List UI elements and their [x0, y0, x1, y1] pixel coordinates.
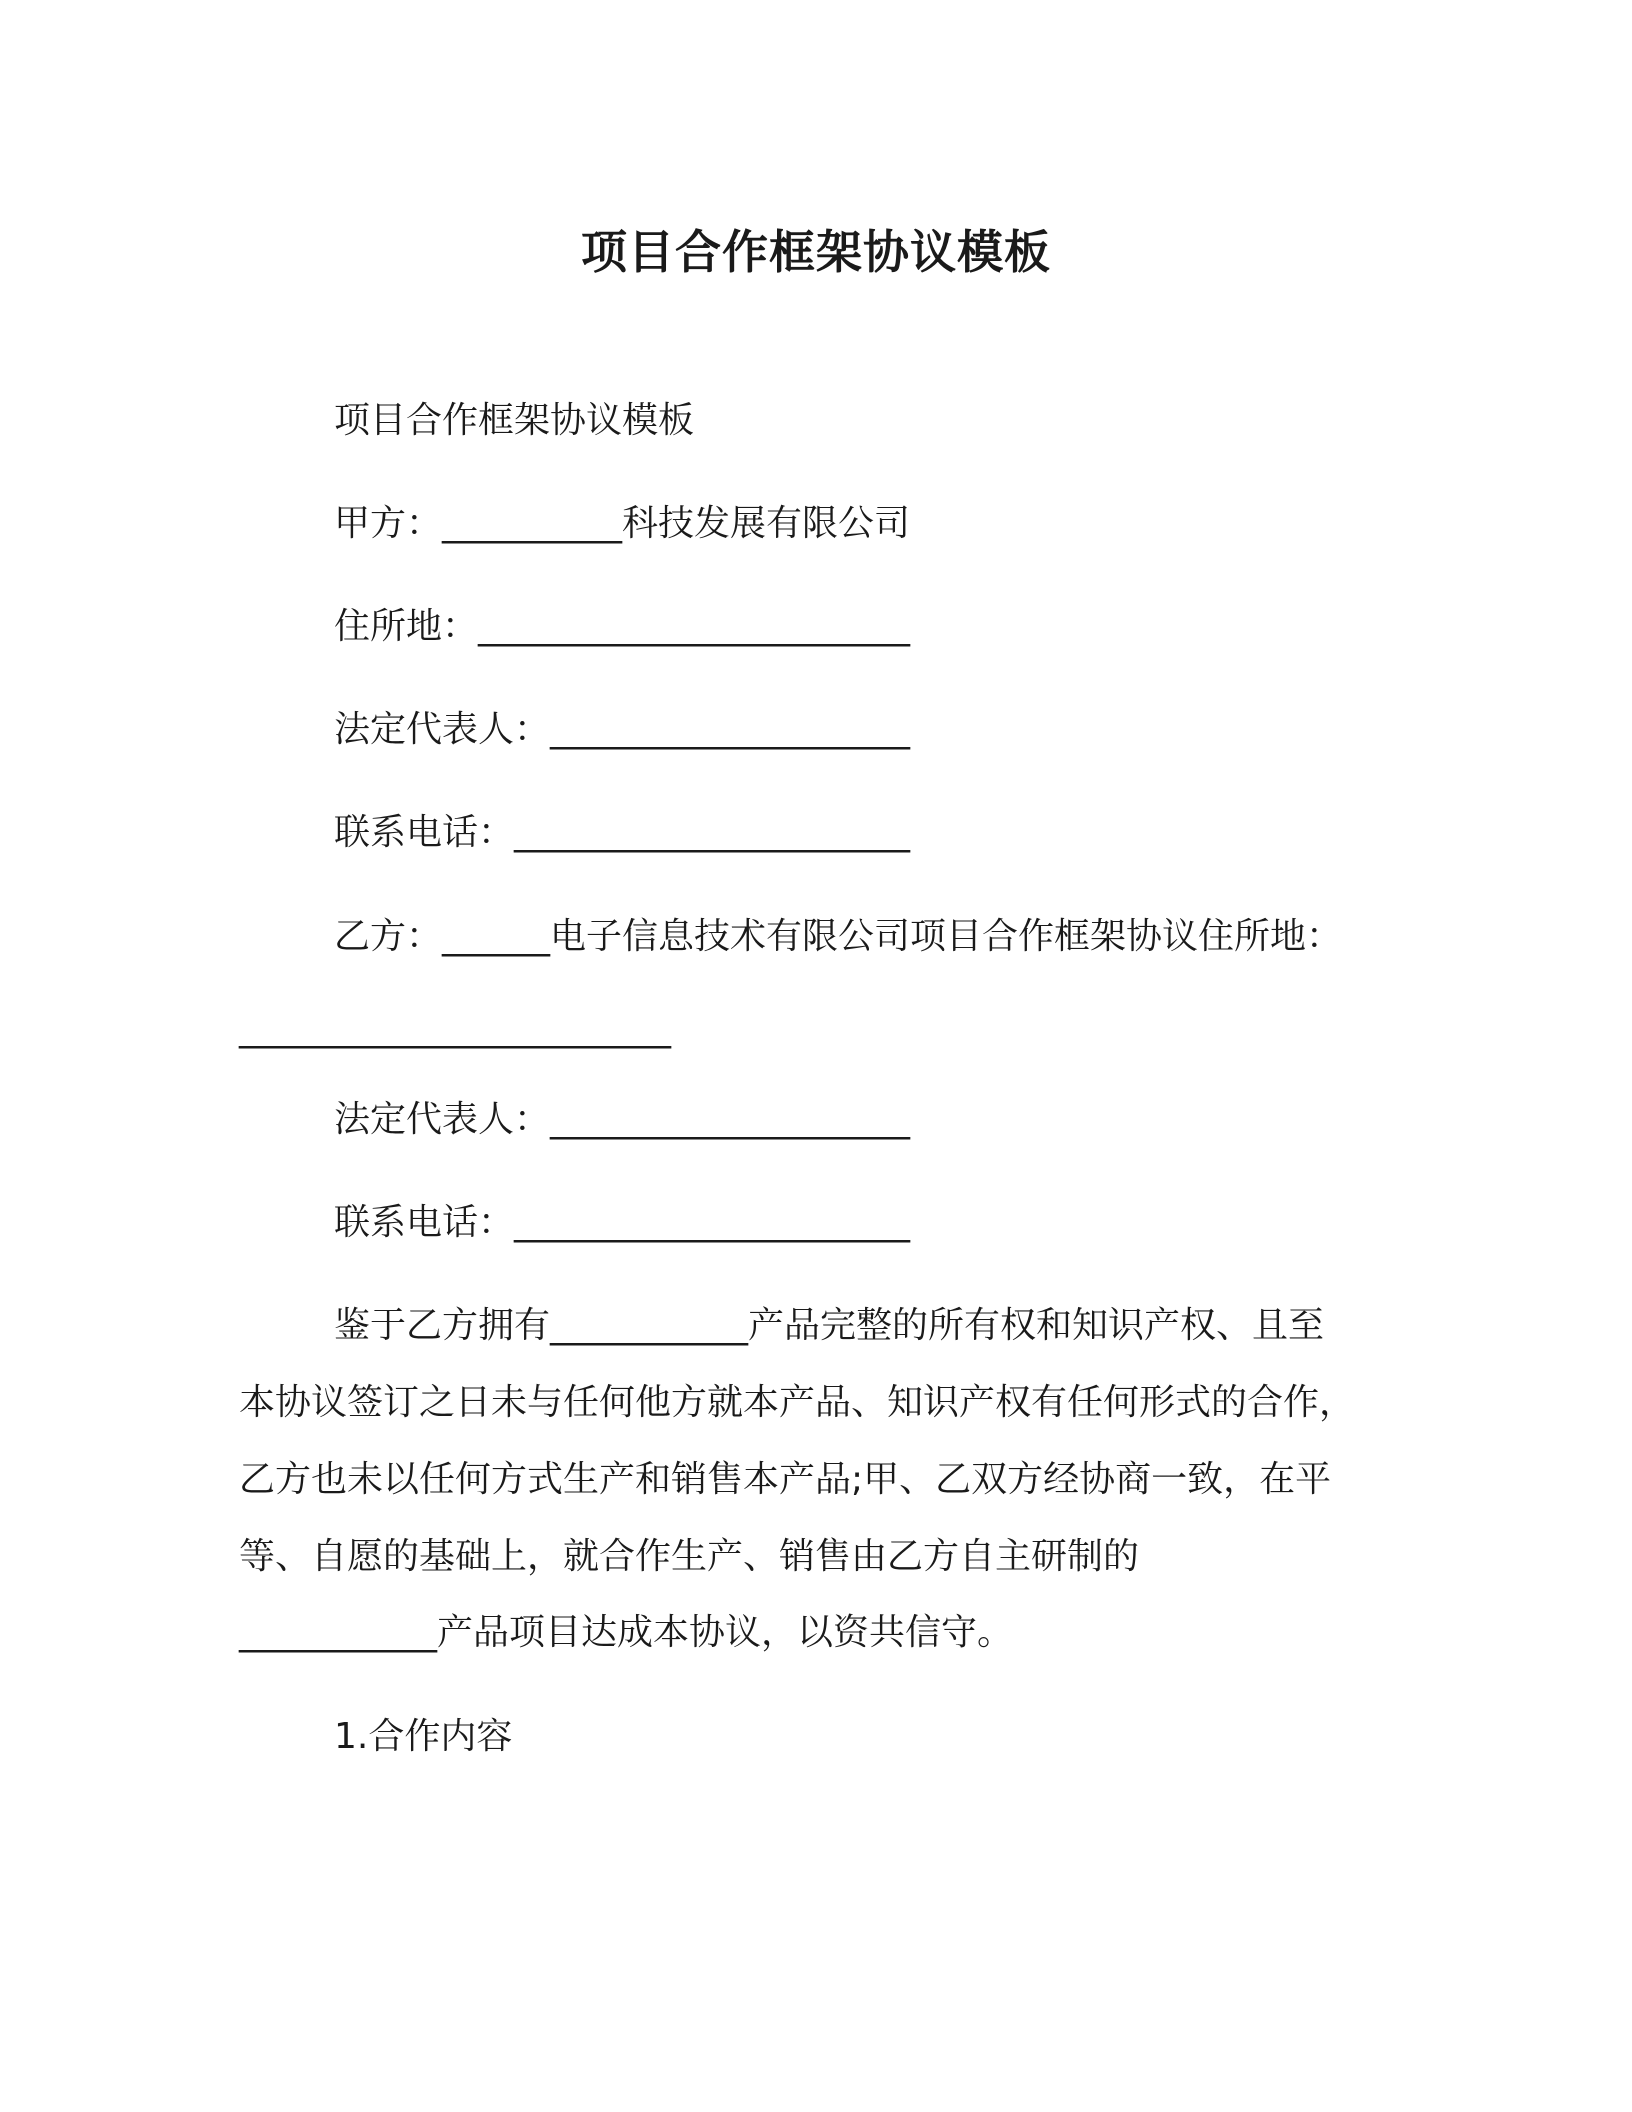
recital-line-4: 等、自愿的基础上，就合作生产、销售由乙方自主研制的 — [239, 1536, 1140, 1577]
section-heading-cooperation: 1.合作内容 — [334, 1716, 513, 1757]
recital-line-1: 鉴于乙方拥有___________产品完整的所有权和知识产权、且至 — [334, 1305, 1325, 1346]
subtitle-line: 项目合作框架协议模板 — [334, 400, 695, 441]
party-a-phone-line: 联系电话：______________________ — [334, 812, 911, 853]
party-b-address-blank-line: ________________________ — [239, 1008, 671, 1049]
party-b-line: 乙方：______电子信息技术有限公司项目合作框架协议住所地： — [334, 916, 1343, 957]
document-title: 项目合作框架协议模板 — [581, 225, 1051, 279]
party-a-line: 甲方：__________科技发展有限公司 — [334, 503, 911, 544]
party-b-representative-line: 法定代表人：____________________ — [334, 1099, 911, 1140]
party-b-phone-line: 联系电话：______________________ — [334, 1202, 911, 1243]
recital-line-5: ___________产品项目达成本协议，以资共信守。 — [239, 1612, 1014, 1653]
recital-line-3: 乙方也未以任何方式生产和销售本产品;甲、乙双方经协商一致，在平 — [239, 1459, 1332, 1500]
party-a-address-line: 住所地：________________________ — [334, 606, 911, 647]
party-a-representative-line: 法定代表人：____________________ — [334, 709, 911, 750]
recital-line-2: 本协议签订之日未与任何他方就本产品、知识产权有任何形式的合作， — [239, 1382, 1356, 1423]
